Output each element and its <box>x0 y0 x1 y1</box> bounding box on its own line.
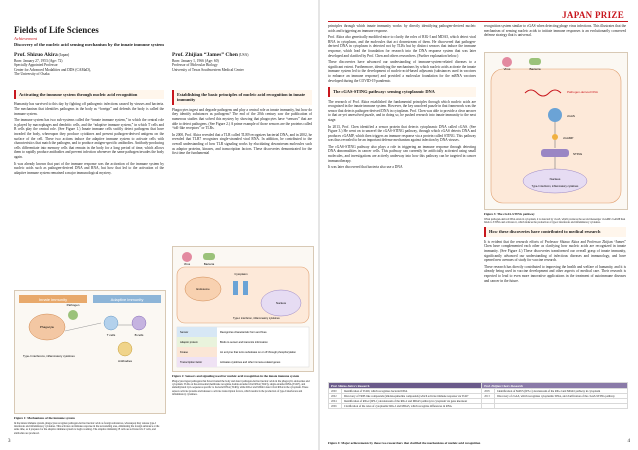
paragraph: Prof. Akira also genetically modified mice to clarify the roles of RIG-I and MDA5, which detect viral RNA in cytoplasm, and the molecules that act downstream of them. He discovered that pathogen-derived DNA in cytoplasm is detected not by TLRs but by distinct sensors that induce the immune response, which lead the foundation for research into the DNA response system that was later developed and clarified by Prof. Chen and others researchers. (Further explanation below.) <box>328 35 476 58</box>
column-3 <box>328 24 476 172</box>
laureate-org: University of Texas Southwestern Medical Center <box>172 67 244 72</box>
table-cell: Identification of RIG-I (IPS-1) downstream of the RIG-I and MDA5 pathway in cytoplasm via gene knockout <box>342 399 482 404</box>
table-cell: Discovery of cGAS, which recognizes cytoplasmic DNA, and clarification of the cGAS-STING pathway <box>495 394 628 399</box>
virus-icon <box>502 57 512 67</box>
bacteria-icon <box>529 58 541 65</box>
figure-2-diagram <box>173 247 313 371</box>
diagram-label: Virus <box>503 67 511 71</box>
figure-3 <box>484 52 628 210</box>
adaptive-title: Adaptive immunity <box>110 297 144 302</box>
caption-text: Phagocytes ingest pathogens that have invaded the body and detect pathogen-derived nucleic acids in the phagocytic endosomes and cytoplasm. TLRs on the endosomal membrane recognize double-stranded viral RNA (TLR3), single-stranded RNA (TLR7), and unmethylated CpG sequences specific to bacterial DNA (TLR9), while RIG-I and MDA5 detect viral RNA in the cytoplasm. These sensors activate proteins and kinases to activate transcription factors, which results in the production of type-I interferons and inflammatory cytokines. <box>172 380 310 396</box>
paragraph: recognition system similar to cGAS when detecting phage virus infections. This illustrates that the mechanism of sensing nucleic acids to initiate immune responses is an evolutionarily conserved defense strategy that is universal. <box>484 24 626 38</box>
section-heading: Establishing the basic principles of nucleic acid recognition in innate immunity <box>172 90 312 105</box>
paragraph: It is evident that the research efforts of Professor Shizuo Akira and Professor Zhijian “James” Chen have complemented each other as clarifying how nucleic acids are recognized in innate immunity. (See Figure 4.) These discoveries transformed our overall grasp of innate immunity, significantly advanced our understanding of infectious diseases and immunology, and have opened new avenues of study for vaccine research. <box>484 239 626 263</box>
pathogen-icon <box>68 310 78 320</box>
antibody-cell-icon <box>118 342 132 356</box>
innate-title: Innate immunity <box>38 297 68 302</box>
sting-icon <box>541 149 569 157</box>
paragraph: The research of Prof. Akira established the fundamental principles through which nucleic acids are recognized in the innate immune system. However, the key unsolved puzzle in that framework was the sensor that detects pathogen-derived DNA in cytoplasm. Prof. Chen was able to provide a clear answer to that as-yet unresolved puzzle, and in doing so, he pushed research into innate immunity to the next stage. <box>328 99 476 122</box>
diagram-label: Phagocyte <box>39 325 55 329</box>
diagram-label: B cells <box>134 333 144 337</box>
diagram-label: Type-I interferons, inflammatory cytokines <box>23 354 75 358</box>
virus-icon <box>182 252 192 262</box>
paragraph: It was already known that part of the immune response was the activation of the immune system by nucleic acids such as pathogen-derived DNA and RNA, but how that led to the activation of the adaptive immune system remained a major immunological mystery. <box>14 161 164 175</box>
legend-key: Adaptor protein <box>180 341 198 344</box>
paragraph: The immune system has two sub-systems called the “innate immune system,” in which the central role is played by macrophages and dendritic cells, and the “adaptive immune system,” in which T cells and B cells play the central role. (See Figure 1.) Innate immune cells swiftly detect pathogens that have invaded the body, whereupon they produce cytokines and present pathogen-derived antigens on the surface of the cell. These two actions induce the adaptive immune system to activate cells with characteristics that match the pathogen, and to produce antigen-specific antibodies. Antibody-producing cells differentiate into memory cells that remain in the body for a long period of time, which allows them to rapidly produce antibodies and prevent infection whenever the same pathogen invades the body again. <box>14 118 164 159</box>
diagram-label: Type-I interferon, inflammatory cytokines <box>531 185 579 188</box>
legend-desc: An enzyme that turns substrates on or off through phosphorylation <box>220 351 296 354</box>
page-spine <box>318 0 320 450</box>
caption-text: When pathogen-derived DNA exists in cytoplasm, it is detected by cGAS, which produces the second messenger cGAMP. cGAMP then binds to STING and activates it, which induces the production of type-I interferons and inflammatory cytokines. <box>484 218 626 225</box>
laureate-title: Professor of Molecular Biology <box>172 63 218 68</box>
japan-prize-logo: JAPAN PRIZE <box>562 10 624 20</box>
table-cell: Identification of TLR9, which recognizes bacterial DNA <box>342 389 482 394</box>
diagram-label: Antibodies <box>117 359 133 363</box>
table-cell-year: 2005 <box>482 389 495 394</box>
table-header-akira: Prof. Shizuo Akira's Research <box>329 383 482 389</box>
bacteria-icon <box>203 253 215 260</box>
caption-text: In the innate immune system, phagocytes recognize pathogen-derived nucleic acids as foreign substances, whereupon they release type-I interferons and inflammatory cytokines. This activates an immune response in the surrounding area, eliminating the foreign substance at the same time, as it prepares for the adaptive immune system to begin working. The adaptive immunity, B cells are activated via T cells, and antibodies are produced. <box>14 422 160 435</box>
header-rule <box>328 21 628 22</box>
paragraph: The cGAS-STING pathway also plays a role in triggering an immune response through detecting DNA abnormalities in cancer cells. This pathway can currently be artificially activated using small molecules, and investigations are actively underway into how this pathway can be targeted in cancer immunotherapy. <box>328 144 476 163</box>
diagram-label: Nucleus <box>549 177 561 181</box>
laureate-title: Specially Appointed Professor <box>14 63 58 68</box>
figure-2 <box>172 246 314 372</box>
paragraph: Humanity has survived to this day by fighting off pathogenic infections caused by viruses and bacteria. The mechanism that identifies pathogens in the body as “foreign” and defends the body is called the immune system. <box>14 102 164 116</box>
cgamp-icon <box>552 134 558 140</box>
column-4 <box>484 24 626 40</box>
legend-key: Sensor <box>180 331 189 334</box>
caption-title: Figure 3: The cGAS-STING pathway <box>484 212 535 216</box>
sensor-icon <box>233 281 238 295</box>
b-cell-icon <box>132 316 146 330</box>
diagram-label: cGAS <box>567 114 575 118</box>
paragraph: These research has directly contributed to improving the health and welfare of humanity, and it is already being used in vaccine development and other aspects of medical care. Their research is expected to lead to even more innovative applications in the treatment of autoimmune diseases and cancer in the future. <box>484 264 626 283</box>
diagram-label: Pathogen-derived DNA <box>567 90 598 94</box>
table-cell: Identification of MAVS (IPS-1) downstream of the RIG-I and MDA5 pathway in cytoplasm <box>495 389 628 394</box>
section-heading: The cGAS-STING pathway: sensing cytoplasmic DNA <box>328 87 476 96</box>
arrow <box>65 323 101 331</box>
cgas-icon <box>548 108 562 122</box>
laureate-born: Born: January 1, 1966 (Age: 60) <box>172 59 219 63</box>
legend-key: Transcription factor <box>180 361 203 364</box>
diagram-label: Pathogen <box>66 303 80 307</box>
table-cell-year: 2013 <box>482 394 495 399</box>
paragraph: In 2000, Prof. Akira revealed that a TLR called TLR9 recognizes bacterial DNA, and in 2002, he revealed that TLR7 recognizes single-stranded viral RNA. In addition, he contributed to the overall understanding of how TLR signaling works by elucidating downstream molecules such as adaptor proteins, kinases, and transcription factors. These discoveries demonstrated for the first time the fundamental <box>172 132 312 156</box>
section-heading: Activating the immune system through nucleic acid recognition <box>14 90 164 99</box>
table-header-chen: Prof. Zhijian Chen's Research <box>482 383 628 389</box>
paragraph: These discoveries have advanced our understanding of immune-system-related diseases to a significant extent. Furthermore, identifying the mechanisms by which nucleic acids activate the innate immune system led to the development of nucleic-acid-based adjuvants (substances used in vaccines to enhance an immune response) and provided a molecular foundation for the mRNA vaccines developed during the COVID-19 pandemic. <box>328 60 476 83</box>
table-cell: Discovery of TRIF-like compounds (imidazoquinoline compounds) which activate immune response via TLR7 <box>342 394 482 399</box>
caption-title: Figure 2: Sensors and signaling used for nucleic acid recognition in the innate immune system <box>172 374 300 378</box>
diagram-label: Nucleus <box>275 301 287 305</box>
paragraph: Phagocytes ingest and degrade pathogens and play a central role as innate immunity, but how do they identify substances as pathogens? The end of the 20th century saw the publication of numerous studies that solved this mystery by showing that phagocytes have “sensors” that are able to detect pathogens. (See Figure 2.) A prime example of those sensors are the proteins called “toll-like receptors” or TLRs. <box>172 107 312 131</box>
paragraph: It was later discovered that bacteria also use a DNA <box>328 165 403 170</box>
t-cell-icon <box>104 316 118 330</box>
diagram-label: cGAMP <box>563 136 574 140</box>
section-title: Fields of Life Sciences <box>14 25 99 35</box>
table-cell-year: 2006 <box>329 404 342 409</box>
diagram-label: Cytoplasm <box>234 272 248 276</box>
achievement-label: Achievement <box>14 36 37 41</box>
laureate-akira <box>14 52 164 77</box>
legend-key: Kinase <box>180 351 188 354</box>
page-number-left: 3 <box>8 439 11 444</box>
figure-1-caption <box>14 414 164 435</box>
page-number-right: 4 <box>627 439 630 444</box>
figure-2-caption <box>172 372 312 396</box>
diagram-label: Virus <box>183 262 191 266</box>
caption-title: Figure 1: Mechanisms of the immune system <box>14 416 75 420</box>
laureate-country: (USA) <box>238 53 249 57</box>
laureate-chen <box>172 52 312 72</box>
figure-1 <box>14 290 166 414</box>
laureate-org: Center for Advanced Modalities and DDS (CAMaD), <box>14 67 91 72</box>
figure-4-caption: Figure 4: Major achievements by these two researchers that clarified the mechanisms of nucleic acid recognition <box>328 441 481 445</box>
table-cell-year: 2002 <box>329 394 342 399</box>
diagram-label: Endosome <box>196 287 210 291</box>
figure-1-diagram <box>15 291 165 413</box>
table-cell-year: 2004 <box>329 399 342 404</box>
laureate-country: (Japan) <box>58 53 70 57</box>
diagram-label: Type-I interferon, inflammatory cytokines <box>233 317 280 320</box>
laureate-name: Prof. Shizuo Akira <box>14 52 58 58</box>
diagram-label: T cells <box>106 333 116 337</box>
paragraph: In 2013, Prof. Chen identified a sensor protein that detects cytoplasmic DNA called cGAS. (See Figure 3.) He went on to unravel the cGAS-STING pathway, through which cGAS detects DNA and produces cGAMP, which then triggers an immune response via a protein called STING. This pathway was thus revealed to be an important defense mechanism against infection by DNA viruses. <box>328 124 476 143</box>
table-cell-year: 2000 <box>329 389 342 394</box>
table-cell: Clarification of the roles of cytoplasmic RIG-I and MDA5, which recognize differences in RNA <box>342 404 482 409</box>
diagram-label: Bacteria <box>529 67 541 71</box>
diagram-label: Bacteria <box>203 262 215 266</box>
laureate-name: Prof. Zhijian “James” Chen <box>172 52 238 58</box>
column-1 <box>14 88 164 177</box>
table-row <box>329 404 628 409</box>
figure-3-diagram <box>485 53 627 209</box>
legend-desc: Binds to sensor and transmits information <box>220 341 268 344</box>
achievements-table <box>328 382 628 409</box>
sensor-icon <box>243 281 248 295</box>
section-heading: How these discoveries have contributed to medical research <box>484 227 626 236</box>
legend-desc: Recognizes characteristic form and fixes <box>220 331 267 334</box>
laureate-org: The University of Osaka <box>14 72 50 77</box>
laureate-born: Born: January 27, 1953 (Age: 72) <box>14 59 63 63</box>
diagram-label: STING <box>573 152 583 156</box>
column-2 <box>172 88 312 158</box>
column-4-lower <box>484 210 626 285</box>
legend-desc: Activates cytokines and other immune-related genes <box>220 361 281 364</box>
paragraph: principles through which innate immunity works: by directly identifying pathogen-derived nucleic acids and triggering an immune response. <box>328 24 476 33</box>
nucleus-icon <box>523 169 587 193</box>
achievement-text: Discovery of the nucleic acid sensing mechanism by the innate immune system <box>14 42 164 47</box>
